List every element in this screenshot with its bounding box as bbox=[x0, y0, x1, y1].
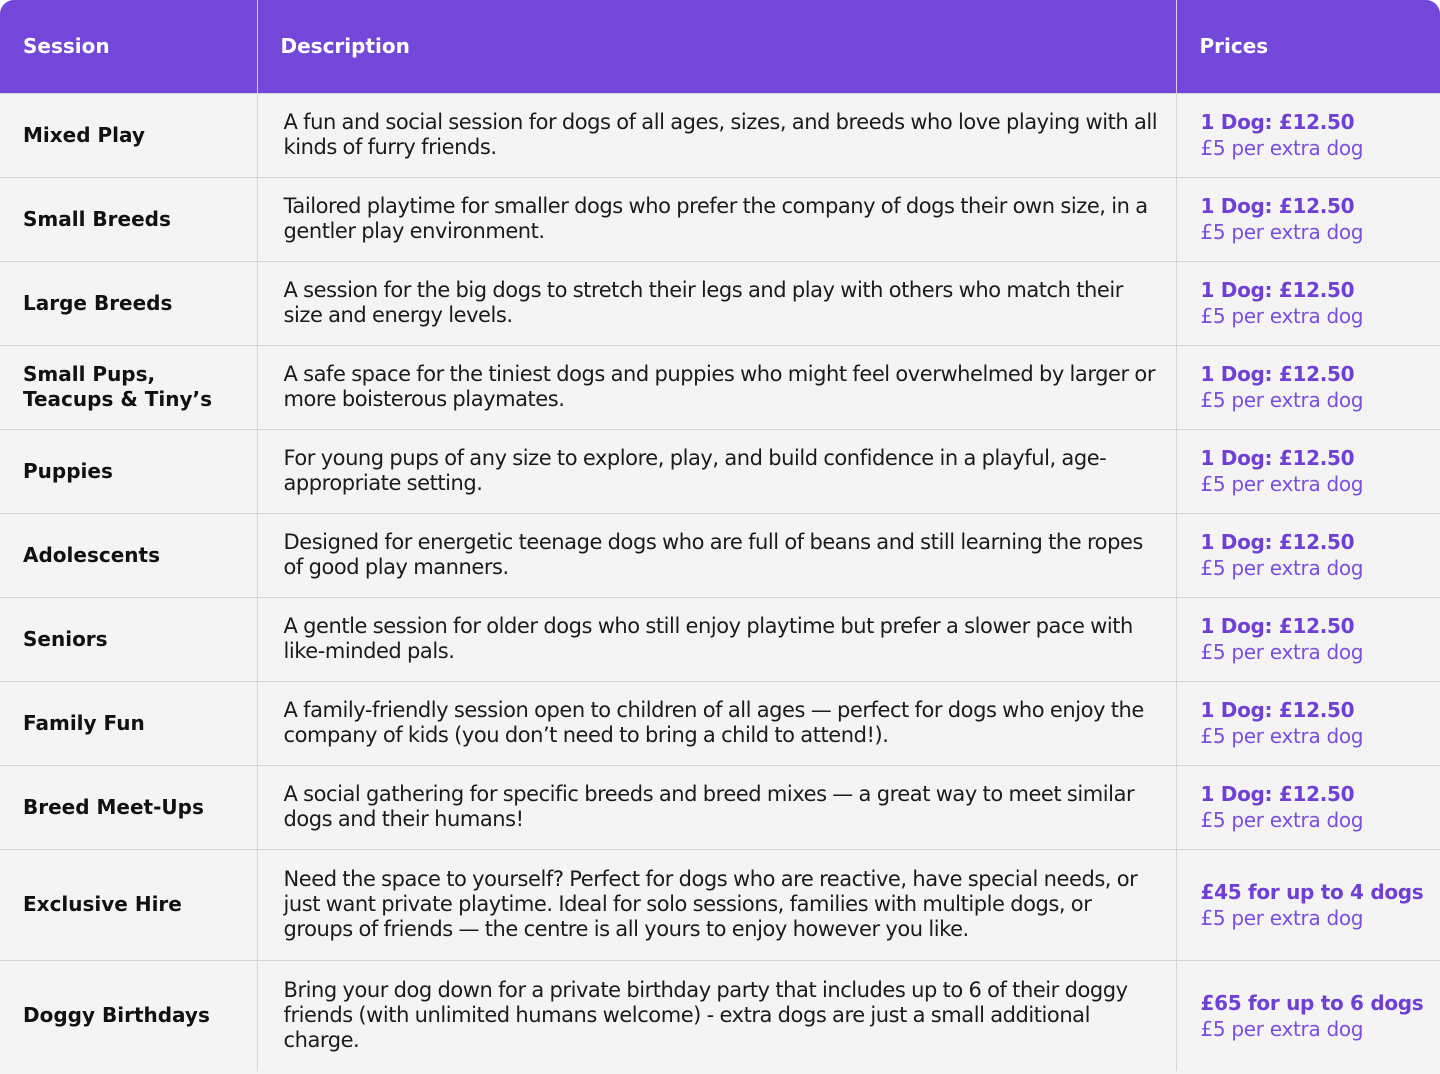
session-price bbox=[1176, 681, 1440, 765]
session-name: Doggy Birthdays bbox=[0, 960, 257, 1071]
price-main: 1 Dog: £12.50 bbox=[1200, 110, 1355, 134]
session-name: Adolescents bbox=[0, 513, 257, 597]
price-main: £65 for up to 6 dogs bbox=[1200, 990, 1424, 1015]
table-row bbox=[0, 765, 1440, 849]
price-main: 1 Dog: £12.50 bbox=[1200, 530, 1355, 554]
price-extra: £5 per extra dog bbox=[1200, 136, 1364, 160]
table-body bbox=[0, 93, 1440, 1071]
table-row bbox=[0, 93, 1440, 177]
session-description: Bring your dog down for a private birthday party that includes up to 6 of their doggy friends (with unlimited humans welcome) - extra dogs are just a small additional charge. bbox=[257, 960, 1176, 1071]
session-description: A family-friendly session open to children of all ages — perfect for dogs who enjoy the company of kids (you don’t need to bring a child to attend!). bbox=[257, 681, 1176, 765]
table-header bbox=[0, 0, 1440, 93]
price-extra: £5 per extra dog bbox=[1200, 905, 1364, 930]
table-row bbox=[0, 261, 1440, 345]
price-main: 1 Dog: £12.50 bbox=[1200, 614, 1355, 638]
session-description: Need the space to yourself? Perfect for dogs who are reactive, have special needs, or just want private playtime. Ideal for solo sessions, families with multiple dogs, or groups of friends — the centre is all yours to enjoy however you like. bbox=[257, 849, 1176, 960]
price-extra: £5 per extra dog bbox=[1200, 220, 1364, 244]
header-row bbox=[0, 0, 1440, 93]
session-price bbox=[1176, 849, 1440, 960]
price-extra: £5 per extra dog bbox=[1200, 472, 1364, 496]
session-price bbox=[1176, 597, 1440, 681]
session-name: Exclusive Hire bbox=[0, 849, 257, 960]
session-price bbox=[1176, 513, 1440, 597]
session-price bbox=[1176, 960, 1440, 1071]
session-description: Designed for energetic teenage dogs who are full of beans and still learning the ropes of good play manners. bbox=[257, 513, 1176, 597]
session-description: A social gathering for specific breeds and breed mixes — a great way to meet similar dogs and their humans! bbox=[257, 765, 1176, 849]
header-session: Session bbox=[0, 0, 257, 93]
price-extra: £5 per extra dog bbox=[1200, 556, 1364, 580]
session-description: A safe space for the tiniest dogs and puppies who might feel overwhelmed by larger or more boisterous playmates. bbox=[257, 345, 1176, 429]
session-name: Small Pups, Teacups & Tiny’s bbox=[0, 345, 257, 429]
price-main: 1 Dog: £12.50 bbox=[1200, 698, 1355, 722]
session-price bbox=[1176, 177, 1440, 261]
session-name: Breed Meet-Ups bbox=[0, 765, 257, 849]
session-description: A session for the big dogs to stretch their legs and play with others who match their size and energy levels. bbox=[257, 261, 1176, 345]
price-main: 1 Dog: £12.50 bbox=[1200, 446, 1355, 470]
header-prices: Prices bbox=[1176, 0, 1440, 93]
price-extra: £5 per extra dog bbox=[1200, 724, 1364, 748]
price-main: 1 Dog: £12.50 bbox=[1200, 362, 1355, 386]
session-name: Puppies bbox=[0, 429, 257, 513]
session-price bbox=[1176, 765, 1440, 849]
session-name: Large Breeds bbox=[0, 261, 257, 345]
session-price bbox=[1176, 429, 1440, 513]
session-price bbox=[1176, 261, 1440, 345]
table-row bbox=[0, 849, 1440, 960]
table-row bbox=[0, 681, 1440, 765]
price-extra: £5 per extra dog bbox=[1200, 388, 1364, 412]
session-price bbox=[1176, 345, 1440, 429]
table-row bbox=[0, 177, 1440, 261]
price-extra: £5 per extra dog bbox=[1200, 808, 1364, 832]
session-price bbox=[1176, 93, 1440, 177]
price-main: £45 for up to 4 dogs bbox=[1200, 879, 1424, 904]
session-description: For young pups of any size to explore, play, and build confidence in a playful, age-appropriate setting. bbox=[257, 429, 1176, 513]
table-row bbox=[0, 429, 1440, 513]
table-row bbox=[0, 513, 1440, 597]
price-extra: £5 per extra dog bbox=[1200, 640, 1364, 664]
price-main: 1 Dog: £12.50 bbox=[1200, 782, 1355, 806]
price-main: 1 Dog: £12.50 bbox=[1200, 278, 1355, 302]
session-name: Small Breeds bbox=[0, 177, 257, 261]
session-description: A gentle session for older dogs who still enjoy playtime but prefer a slower pace with like-minded pals. bbox=[257, 597, 1176, 681]
session-name: Seniors bbox=[0, 597, 257, 681]
price-extra: £5 per extra dog bbox=[1200, 304, 1364, 328]
session-name: Family Fun bbox=[0, 681, 257, 765]
table-row bbox=[0, 345, 1440, 429]
price-main: 1 Dog: £12.50 bbox=[1200, 194, 1355, 218]
price-extra: £5 per extra dog bbox=[1200, 1016, 1364, 1041]
session-description: A fun and social session for dogs of all ages, sizes, and breeds who love playing with all kinds of furry friends. bbox=[257, 93, 1176, 177]
session-description: Tailored playtime for smaller dogs who prefer the company of dogs their own size, in a gentler play environment. bbox=[257, 177, 1176, 261]
table-row bbox=[0, 597, 1440, 681]
table-row bbox=[0, 960, 1440, 1071]
session-name: Mixed Play bbox=[0, 93, 257, 177]
header-description: Description bbox=[257, 0, 1176, 93]
